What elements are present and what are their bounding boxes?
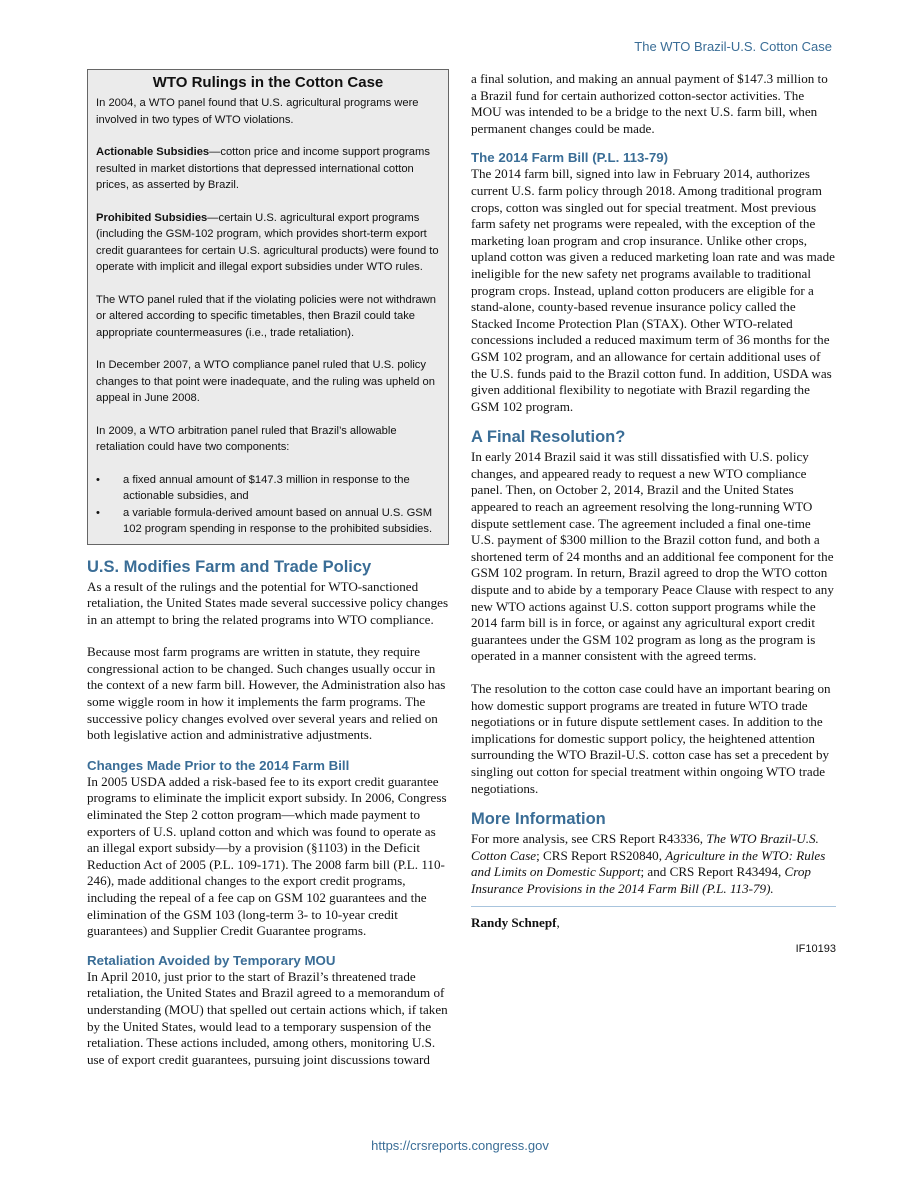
right-column	[471, 71, 836, 955]
report-id: IF10193	[795, 943, 836, 956]
paragraph: In 2005 USDA added a risk-based fee to its export credit guarantee programs to eliminate the implicit export subsidy. In 2006, Congress eliminated the Step 2 cotton program—which made payment to exporters of U.S. upland cotton and which was found to operate as an illegal export subsidy—by a provision (§1103) in the Deficit Reduction Act of 2005 (P.L. 109-171). The 2008 farm bill (P.L. 110-246), made additional changes to the export credit programs, including the repeal of a fee cap on GSM 102 guarantees and the elimination of the GSM 103 (long-term 3- to 10-year credit guarantees) and Supplier Credit Guarantee programs.	[87, 773, 447, 939]
left-column	[87, 69, 449, 1068]
box-text: —cotton price and income support programs resulted in market distortions that depressed international cotton prices, as asserted by Brazil.	[96, 146, 430, 191]
text: ,	[556, 914, 560, 930]
list-item: • a fixed annual amount of $147.3 million in response to the actionable subsidies, and	[96, 472, 440, 505]
box-paragraph: In 2009, a WTO arbitration panel ruled that Brazil’s allowable retaliation could have two components:	[96, 424, 397, 453]
box-text: —certain U.S. agricultural export programs (including the GSM-102 program, which provides short-term export credit guarantees for certain U.S. agricultural products) were found to operate with implicit and illegal export subsidies under WTO rules.	[96, 211, 439, 273]
term: Prohibited Subsidies	[96, 211, 208, 224]
box-paragraph: In December 2007, a WTO compliance panel ruled that U.S. policy changes to that point were inadequate, and the ruling was upheld on appeal in June 2008.	[96, 359, 435, 404]
paragraph: In early 2014 Brazil said it was still dissatisfied with U.S. policy changes, and appeared ready to request a new WTO compliance panel. Then, on October 2, 2014, Brazil and the United States appeared to reach an agreement resolving the long-running WTO dispute settlement case. The agreement included a final one-time U.S. payment of $300 million to the Brazil cotton fund, and both a shortened term of 24 months and an additional fee component for the GSM 102 program. In return, Brazil agreed to drop the WTO cotton dispute and to abide by a temporary Peace Clause with respect to any new WTO actions against U.S. cotton support programs while the 2014 farm bill is in force, or against any agricultural export credit guarantees under the GSM 102 program as long as the program is operated in a manner consistent with the agreed terms.	[471, 449, 834, 664]
text: ; and CRS Report R43494,	[640, 864, 785, 880]
paragraph: The 2014 farm bill, signed into law in February 2014, authorizes current U.S. farm policy through 2018. Among traditional program crops, cotton was singled out for special treatment. Most previous farm safety net programs were repealed, with the exception of the marketing loan program and crop insurance. Unlike other crops, upland cotton was given a reduced marketing loan rate and was made ineligible for the new safety net programs available to traditional program crops. Instead, upland cotton producers are eligible for a stand-alone, county-based revenue insurance policy called the Stacked Income Protection Plan (STAX). Other WTO-related concessions included a reduced maximum term of 36 months for the GSM 102 program, and an allowance for certain additional uses of the U.S. funds paid to the Brazil cotton fund. In addition, USDA was given additional flexibility to negotiate with Brazil regarding the GSM 102 program.	[471, 166, 835, 414]
section-heading: More Information	[471, 810, 606, 829]
list-item: • a variable formula-derived amount based on annual U.S. GSM 102 program spending in response to the prohibited subsidies.	[96, 505, 440, 538]
paragraph: In April 2010, just prior to the start of Brazil’s threatened trade retaliation, the United States and Brazil agreed to a memorandum of understanding (MOU) that spelled out certain actions which, if taken by the United States, would lead to a temporary suspension of the retaliation. These actions included, among others, monitoring U.S. use of export credit guarantees, pursuing joint discussions toward	[87, 968, 448, 1067]
author-line	[471, 915, 836, 932]
paragraph: a final solution, and making an annual payment of $147.3 million to a Brazil fund for certain authorized cotton-sector activities. The MOU was intended to be a bridge to the next U.S. farm bill, when permanent changes could be made.	[471, 71, 828, 136]
footer-link[interactable]: https://crsreports.congress.gov	[371, 1138, 549, 1153]
box-paragraph	[96, 144, 440, 194]
box-list	[96, 472, 440, 538]
report-title: The WTO Brazil-U.S. Cotton Case	[471, 831, 819, 863]
sidebar-box	[87, 69, 449, 545]
paragraph: Because most farm programs are written in statute, they require congressional action to be changed. Such changes usually occur in the context of a new farm bill. However, the Administration also has some wiggle room in how it implements the farm programs. The successive policy changes evolved over several years and relied on both legislative action and administrative adjustments.	[87, 644, 446, 743]
paragraph	[471, 831, 836, 897]
section-heading: U.S. Modifies Farm and Trade Policy	[87, 557, 372, 576]
subsection-heading: Changes Made Prior to the 2014 Farm Bill	[87, 757, 350, 773]
box-paragraph: The WTO panel ruled that if the violating policies were not withdrawn or altered according to specific timetables, then Brazil could take appropriate countermeasures (i.e., trade retaliation).	[96, 293, 436, 339]
section-heading: A Final Resolution?	[471, 428, 626, 447]
text: ; CRS Report RS20840,	[536, 847, 666, 863]
report-title: Agriculture in the WTO: Rules and Limits on Domestic Support	[471, 847, 826, 880]
term: Actionable Subsidies	[96, 146, 210, 158]
report-title: Crop Insurance Provisions in the 2014 Farm Bill (P.L. 113-79).	[471, 864, 811, 896]
divider	[471, 906, 836, 907]
paragraph: As a result of the rulings and the potential for WTO-sanctioned retaliation, the United States made several successive policy changes in an attempt to bring the related programs into WTO compliance.	[87, 578, 449, 627]
text: For more analysis, see CRS Report R43336,	[471, 831, 707, 847]
box-paragraph: In 2004, a WTO panel found that U.S. agricultural programs were involved in two types of WTO violations.	[96, 97, 419, 126]
box-title: WTO Rulings in the Cotton Case	[152, 74, 384, 91]
paragraph: The resolution to the cotton case could have an important bearing on how domestic support programs are treated in future WTO trade negotiations or in future dispute settlement cases. In addition to the implications for domestic support policy, the heightened attention surrounding the WTO Brazil-U.S. cotton case has set a precedent by singling out cotton for special treatment within ongoing WTO trade negotiations.	[471, 681, 831, 796]
subsection-heading: Retaliation Avoided by Temporary MOU	[87, 952, 336, 968]
box-paragraph	[96, 210, 440, 276]
running-header: The WTO Brazil-U.S. Cotton Case	[634, 39, 832, 54]
author-name: Randy Schnepf	[471, 914, 557, 930]
subsection-heading: The 2014 Farm Bill (P.L. 113-79)	[471, 150, 669, 166]
